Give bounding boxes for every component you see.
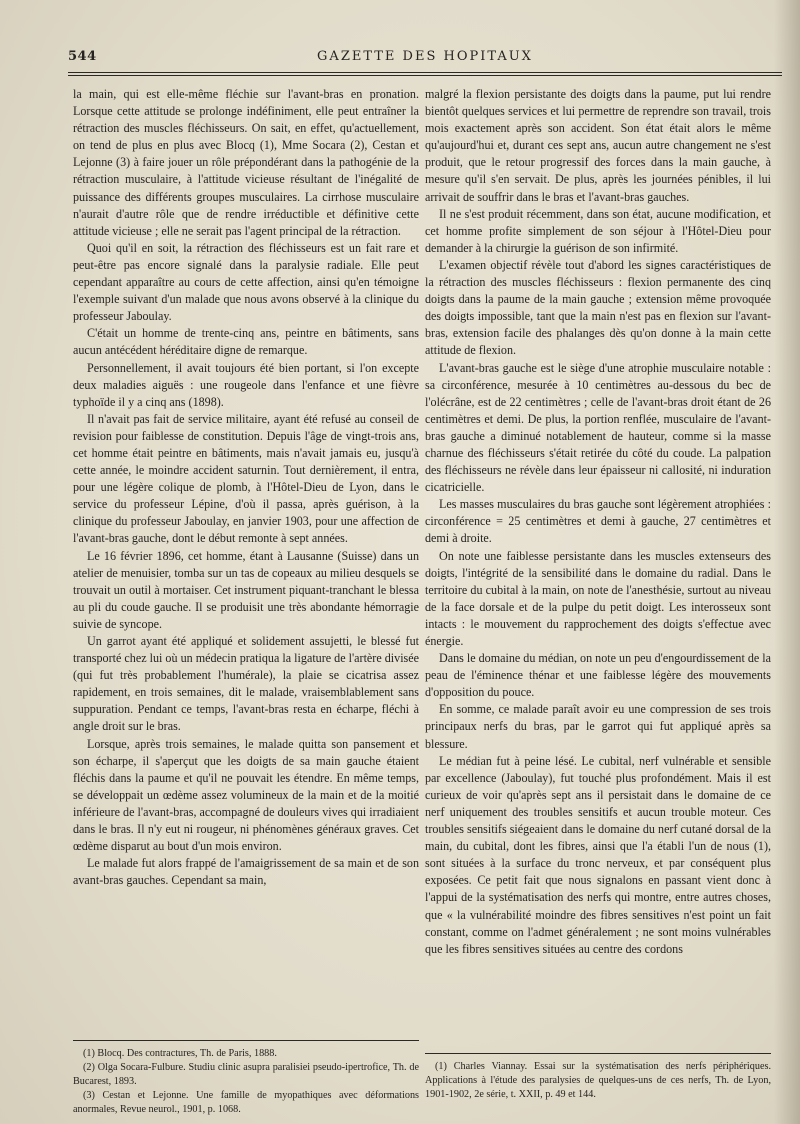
page-number: 544 — [68, 49, 97, 64]
footnote: (2) Olga Socara-Fulbure. Studiu clinic asupra paralisiei pseudo-ipertrofice, Th. de Bucarest, 1893. — [73, 1062, 419, 1087]
left-column — [73, 86, 419, 889]
footnote: (1) Charles Viannay. Essai sur la systématisation des nerfs périphériques. Applications à l'étude des paralysies de quelques-uns de ces nerfs, Th. de Lyon, 1901-1902, 2e série, t. XXII, p. 49 et 144. — [425, 1061, 771, 1100]
paragraph: Le 16 février 1896, cet homme, étant à Lausanne (Suisse) dans un atelier de menuisier, tomba sur un tas de copeaux au milieu desquels se trouvait un outil à mortaiser. Cet instrument piquant-tranchant le blessa au pli du coude gauche. Il se produisit une très abondante hémorragie suivie de syncope. — [73, 548, 419, 631]
page-edge-shadow — [774, 0, 800, 1124]
paragraph: Le médian fut à peine lésé. Le cubital, nerf vulnérable et sensible par excellence (Jaboulay), fut touché plus profondément. Mais il est curieux de voir qu'après sept ans il persistait dans le domaine de ce nerf uniquement des troubles sensitifs et aucun trouble moteur. Ces troubles sensitifs siégeaient dans le domaine du nerf cutané dorsal de la main, du cubital, dont les fibres, ainsi que l'a établi l'un de nous (1), sont situées à la surface du tronc nerveux, et par conséquent plus exposées. Ce petit fait que nous signalons en passant vient donc à l'appui de la systématisation des nerfs qui montre, entre autres choses, que « la vulnérabilité moindre des fibres sensitives n'est point un fait constant, comme on l'admet généralement ; ne sont moins vulnérables que les fibres sensitives situées au centre des cordons — [425, 753, 771, 956]
paragraph: Un garrot ayant été appliqué et solidement assujetti, le blessé fut transporté chez lui où un médecin pratiqua la ligature de l'artère divisée (qui fut très probablement l'humérale), la plaie se cicatrisa assez rapidement, en trois semaines, dit le malade, vraisemblablement sans suppuration. Pendant ce temps, l'avant-bras resta en écharpe, fléchi à angle droit sur le bras. — [73, 634, 419, 734]
paragraph: Dans le domaine du médian, on note un peu d'engourdissement de la peau de l'éminence thénar et une faiblesse légère des mouvements d'opposition du pouce. — [425, 651, 771, 700]
footnote-rule-right — [425, 1053, 771, 1054]
journal-title: GAZETTE DES HOPITAUX — [317, 49, 533, 64]
footnote: (3) Cestan et Lejonne. Une famille de myopathiques avec déformations anormales, Revue neurol., 1901, p. 1068. — [73, 1090, 419, 1115]
paragraph: En somme, ce malade paraît avoir eu une compression de ses trois principaux nerfs du bras, par le garrot qui fut appliqué après sa blessure. — [425, 702, 771, 751]
paragraph: L'avant-bras gauche est le siège d'une atrophie musculaire notable : sa circonférence, mesurée à 10 centimètres au-dessous du bec de l'olécrâne, est de 22 centimètres ; celle de l'avant-bras droit étant de 26 centimètres et demi. De plus, la portion renflée, musculaire de l'avant-bras gauche a diminué notablement de hauteur, comme si la masse charnue des fléchisseurs s'était retirée du côté du coude. La palpation des fléchisseurs ne révèle dans leur épaisseur ni callosité, ni induration cicatricielle. — [425, 360, 771, 495]
paragraph: On note une faiblesse persistante dans les muscles extenseurs des doigts, l'intégrité de la sensibilité dans le domaine du radial. Dans le territoire du cubital à la main, on note de l'anesthésie, surtout au niveau de la face dorsale et de la pulpe du petit doigt. Les interosseux sont intacts : le mouvement du rapprochement des doigts s'effectue avec énergie. — [425, 548, 771, 648]
paragraph: Il ne s'est produit récemment, dans son état, aucune modification, et cet homme profite simplement de son séjour à l'Hôtel-Dieu pour demander à la chirurgie la guérison de son infirmité. — [425, 206, 771, 255]
header-rule-bottom — [68, 75, 782, 76]
paragraph: malgré la flexion persistante des doigts dans la paume, put lui rendre bientôt quelques services et lui permettre de reprendre son travail, trois mois exactement après son accident. Son état était alors le même qu'aujourd'hui et, durant ces sept ans, aucun autre changement ne s'est produit, que le retour progressif des forces dans la main gauche, à mesure qu'il s'en servait. De plus, après les journées pénibles, il lui arrivait de souffrir dans le bras et l'avant-bras gauches. — [425, 87, 771, 204]
paragraph: Quoi qu'il en soit, la rétraction des fléchisseurs est un fait rare et peut-être pas encore signalé dans la paralysie radiale. Elle peut cependant apparaître au cours de cette affection, ainsi qu'en témoigne l'exemple suivant d'un malade que nous avons observé à la clinique du professeur Jaboulay. — [73, 240, 419, 324]
paragraph: Il n'avait pas fait de service militaire, ayant été refusé au conseil de revision pour faiblesse de constitution. Depuis l'âge de vingt-trois ans, cet homme était peintre en bâtiments, mais n'avait jamais eu, jusqu'à cette année, le moindre accident saturnin. Tout dernièrement, il entra, pour une légère colique de plomb, à l'Hôtel-Dieu de Lyon, dans le service du professeur Lépine, d'où il passa, après guérison, à la clinique du professeur Jaboulay, en janvier 1903, pour une affection de l'avant-bras gauche, dont le début remonte à sept années. — [73, 411, 419, 546]
footnote-rule-left — [73, 1040, 419, 1041]
paragraph: L'examen objectif révèle tout d'abord les signes caractéristiques de la rétraction des muscles fléchisseurs : flexion permanente des cinq doigts dans la paume de la main gauche ; extension même provoquée des doigts impossible, tant que la main n'est pas en flexion sur l'avant-bras, extension facile des phalanges dès qu'on donne à la main cette attitude de flexion. — [425, 257, 771, 358]
footnotes-right — [425, 1060, 771, 1102]
paragraph: Les masses musculaires du bras gauche sont légèrement atrophiées : circonférence = 25 centimètres et demi à gauche, 27 centimètres et demi à droite. — [425, 497, 771, 546]
header-rule-top — [68, 72, 782, 73]
right-column — [425, 86, 771, 958]
paragraph: Personnellement, il avait toujours été bien portant, si l'on excepte deux maladies aiguës : une rougeole dans l'enfance et une fièvre typhoïde il y a cinq ans (1898). — [73, 360, 419, 409]
paragraph: Lorsque, après trois semaines, le malade quitta son pansement et son écharpe, il s'aperçut que les doigts de sa main gauche étaient fléchis dans la paume et qu'il ne pouvait les étendre. En même temps, se développait un œdème assez volumineux de la main et de la moitié inférieure de l'avant-bras, accompagné de douleurs vives qui irradiaient dans le bras. Il n'y eut ni rougeur, ni phénomènes généraux graves. Cet œdème disparut au bout d'un mois environ. — [73, 736, 419, 854]
footnotes-left — [73, 1047, 419, 1117]
paragraph: la main, qui est elle-même fléchie sur l'avant-bras en pronation. Lorsque cette attitude se prolonge indéfiniment, elle peut entraîner la rétraction des muscles fléchisseurs. On sait, en effet, qu'actuellement, on tend de plus en plus avec Blocq (1), Mme Socara (2), Cestan et Lejonne (3) à faire jouer un rôle prépondérant dans la pathogénie de la rétraction musculaire, à l'attitude vicieuse résultant de l'inégalité de puissance des différents groupes musculaires. La cirrhose musculaire n'aurait d'autre rôle que de rendre irréductible et définitive cette attitude vicieuse ; elle ne serait pas l'agent principal de la rétraction. — [73, 87, 419, 238]
page-header — [68, 45, 782, 69]
paragraph: Le malade fut alors frappé de l'amaigrissement de sa main et de son avant-bras gauches. Cependant sa main, — [73, 856, 419, 888]
paragraph: C'était un homme de trente-cinq ans, peintre en bâtiments, sans aucun antécédent héréditaire digne de remarque. — [73, 326, 419, 358]
footnote: (1) Blocq. Des contractures, Th. de Paris, 1888. — [83, 1048, 277, 1059]
